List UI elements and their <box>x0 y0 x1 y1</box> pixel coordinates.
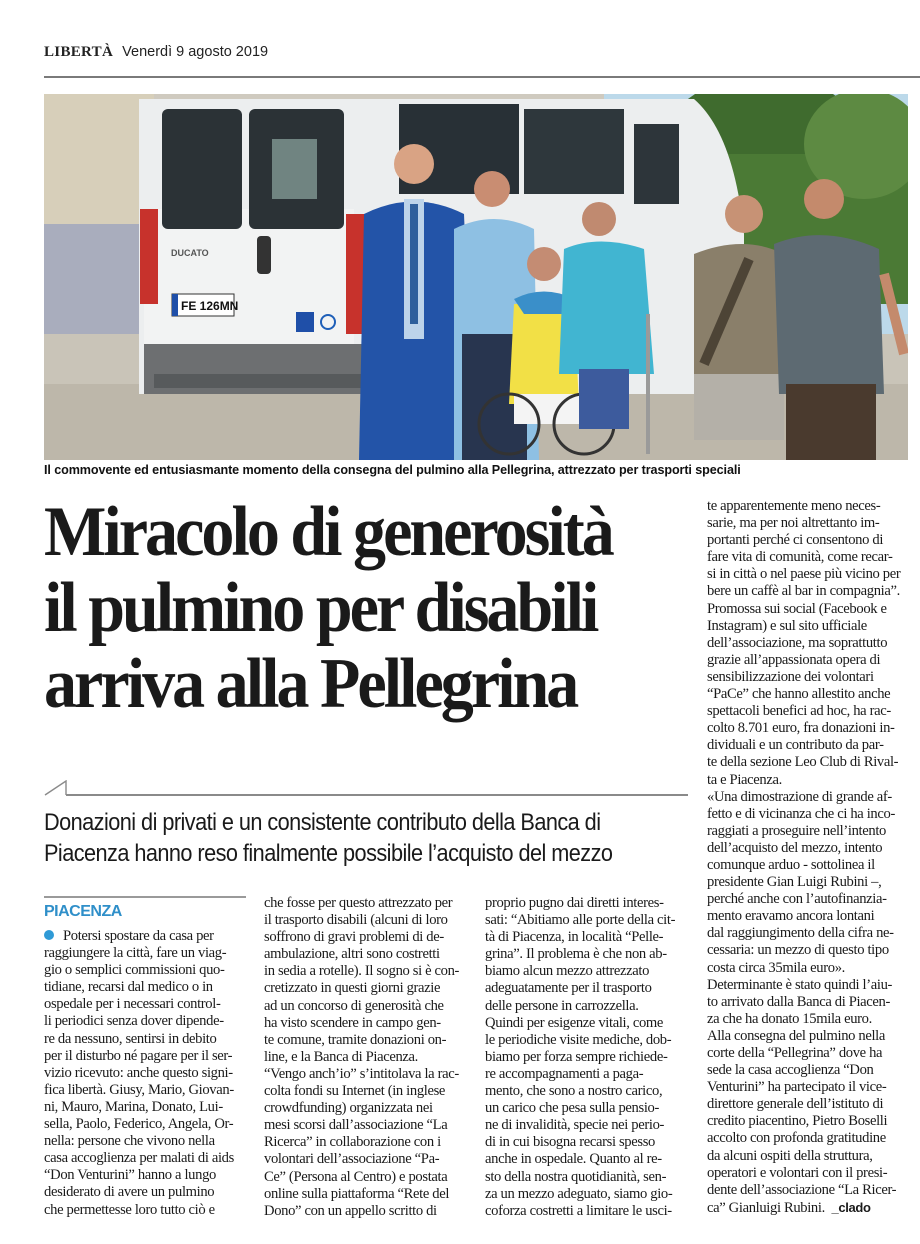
text-line: tà di Piacenza, in località “Pelle- <box>485 929 664 946</box>
article-column-4 <box>707 498 913 1217</box>
text-line: desiderato di avere un pulmino <box>44 1184 215 1201</box>
headline-divider <box>66 794 688 796</box>
text-line: dell’acquisto del mezzo, intento <box>707 839 883 856</box>
headline-line: arriva alla Pellegrina <box>44 645 577 723</box>
text-line: comunque arduo - sottolinea il <box>707 856 875 873</box>
text-line: sede la casa accoglienza “Don <box>707 1062 874 1079</box>
text-line: sarie, ma per noi altrettanto im- <box>707 515 880 532</box>
subheadline <box>44 808 651 870</box>
article-column-3 <box>485 895 691 1220</box>
text-line: Ricerca” in collaborazione con i <box>264 1134 441 1151</box>
text-line: gio o semplici commissioni quo- <box>44 962 225 979</box>
newspaper-name: LIBERTÀ <box>44 44 114 60</box>
text-line: Promossa sui social (Facebook e <box>707 600 887 617</box>
text-line: ne di invalidità, specie nei perio- <box>485 1117 665 1134</box>
kicker-divider <box>44 896 246 898</box>
text-line: vizio ricevuto: anche questo signi- <box>44 1064 233 1081</box>
text-line: raggiungere la città, fare un viag- <box>44 945 227 962</box>
text-line: “PaCe” che hanno allestito anche <box>707 686 891 703</box>
text-line: re da nessuno, sentirsi in debito <box>44 1030 217 1047</box>
header-divider <box>44 76 920 78</box>
text-line: Dono” con un appello scritto di <box>264 1202 437 1219</box>
article-photo <box>44 94 908 460</box>
text-line: fetto e di vicinanza che ci ha inco- <box>707 805 895 822</box>
text-line: te della sezione Leo Club di Rival- <box>707 754 899 771</box>
text-line: ad un concorso di generosità che <box>264 997 444 1014</box>
text-line: ni, Mauro, Marina, Donato, Lui- <box>44 1098 223 1115</box>
text-line: Potersi spostare da casa per <box>44 928 252 945</box>
text-line: dal raggiungimento della cifra ne- <box>707 925 894 942</box>
text-line: il trasporto disabili (alcuni di loro <box>264 912 448 929</box>
text-line: corte della “Pellegrina” dove ha <box>707 1045 883 1061</box>
text-line: Determinante è stato quindi l’aiu- <box>707 976 893 993</box>
license-plate: FE 126MN <box>181 299 239 313</box>
text-line: grazie all’appassionata opera di <box>707 651 881 668</box>
text-line: ta e Piacenza. <box>707 771 782 788</box>
text-line: da alcuni ospiti della struttura, <box>707 1147 873 1164</box>
article-column-2 <box>264 895 470 1220</box>
text-line: che permettesse loro tutto ciò e <box>44 1201 215 1218</box>
text-line: cretizzato in questi giorni grazie <box>264 980 441 997</box>
text-line: fare vita di comunità, come recar- <box>707 549 893 566</box>
text-line: raggiati a proseguire nell’intento <box>707 822 886 839</box>
text-line: costa circa 35mila euro». <box>707 959 845 976</box>
headline-line: il pulmino per disabili <box>44 569 597 647</box>
text-line: operatori e volontari con il presi- <box>707 1164 888 1181</box>
text-line: mesi scorsi dall’associazione “La <box>264 1117 448 1134</box>
text-line: colta fondi su Internet (in inglese <box>264 1083 446 1100</box>
text-line: per il disturbo né pagare per il ser- <box>44 1047 233 1064</box>
text-line: che fosse per questo attrezzato per <box>264 895 453 911</box>
text-line: volontari dell’associazione “Pa- <box>264 1151 440 1168</box>
text-line: ca” Gianluigi Rubini. _clado <box>707 1199 871 1216</box>
subheadline-line: Donazioni di privati e un consistente contributo della Banca di <box>44 810 601 836</box>
text-line: in sedia a rotelle). Il sogno si è con- <box>264 963 460 980</box>
text-line: sati: “Abitiamo alle porte della cit- <box>485 912 676 929</box>
text-line: Ce” (Persona al Centro) e postata <box>264 1168 448 1185</box>
text-line: biamo alcun mezzo attrezzato <box>485 963 650 980</box>
text-line: bere un caffè al bar in compagnia”. <box>707 583 900 600</box>
text-line: Quindi per esigenze vitali, come <box>485 1014 664 1031</box>
text-line: re accompagnamenti a paga- <box>485 1065 644 1082</box>
text-line: accolto con profonda gratitudine <box>707 1130 886 1147</box>
text-line: si in città o nel paese più vicino per <box>707 566 901 583</box>
text-line: li periodici senza dover dipende- <box>44 1013 224 1030</box>
photo-caption: Il commovente ed entusiasmante momento della consegna del pulmino alla Pellegrina, attrezzato per trasporti speciali <box>44 463 741 477</box>
text-line: Instagram) e sul sito ufficiale <box>707 617 867 634</box>
text-line: online sulla piattaforma “Rete del <box>264 1185 450 1202</box>
text-line: dell’associazione, ma soprattutto <box>707 634 888 651</box>
issue-date: Venerdì 9 agosto 2019 <box>122 44 269 60</box>
text-line: cessaria: un mezzo di questo tipo <box>707 942 889 959</box>
text-line: Alla consegna del pulmino nella <box>707 1027 886 1044</box>
text-line: mento, che sono a nostro carico, <box>485 1083 663 1100</box>
text-line: “Don Venturini” hanno a lungo <box>44 1167 216 1184</box>
text-line: biamo per forza sempre richiede- <box>485 1048 668 1065</box>
text-line: za un mezzo adeguato, siamo gio- <box>485 1185 673 1202</box>
text-line: Venturini” ha partecipato il vice- <box>707 1079 887 1096</box>
text-line: un carico che pesa sulla pensio- <box>485 1100 659 1117</box>
text-line: te comune, tramite donazioni on- <box>264 1031 447 1048</box>
location-kicker: PIACENZA <box>44 903 122 920</box>
text-line: za che ha donato 15mila euro. <box>707 1010 872 1027</box>
text-line: di in cui bisogna recarsi spesso <box>485 1134 655 1151</box>
text-line: credito piacentino, Pietro Boselli <box>707 1113 888 1130</box>
text-line: sto della nostra quotidianità, sen- <box>485 1168 667 1185</box>
text-line: anche in ospedale. Quanto al re- <box>485 1151 662 1168</box>
text-line: le periodiche visite mediche, dob- <box>485 1031 672 1048</box>
text-line: delle persone in carrozzella. <box>485 997 639 1014</box>
text-line: proprio pugno dai diretti interes- <box>485 895 664 911</box>
text-line: direttore generale dell’istituto di <box>707 1096 884 1113</box>
text-line: adeguatamente per il trasporto <box>485 980 652 997</box>
text-line: grina”. Il problema è che non ab- <box>485 946 667 963</box>
text-line: crowdfunding) organizzata nei <box>264 1100 433 1117</box>
text-line: ambulazione, altri sono costretti <box>264 946 440 963</box>
text-line: sensibilizzazione dei volontari <box>707 668 874 685</box>
text-line: mento eravamo ancora lontani <box>707 908 875 925</box>
text-line: presidente Gian Luigi Rubini –, <box>707 874 882 891</box>
text-line: sella, Paolo, Federico, Angela, Or- <box>44 1116 234 1133</box>
text-line: ha visto scendere in campo gen- <box>264 1014 441 1031</box>
text-line: fica libertà. Giusy, Mario, Giovan- <box>44 1081 234 1098</box>
text-line: casa accoglienza per malati di aids <box>44 1150 234 1167</box>
text-line: perché anche con l’autofinanzia- <box>707 891 887 908</box>
text-line: “Vengo anch’io” s’intitolava la rac- <box>264 1065 459 1082</box>
article-column-1 <box>44 928 252 1219</box>
text-line: line, e la Banca di Piacenza. <box>264 1048 418 1065</box>
text-line: portanti perché ci consentono di <box>707 532 884 549</box>
text-line: ospedale per i necessari control- <box>44 996 221 1013</box>
text-line: colto 8.701 euro, fra donazioni in- <box>707 720 895 737</box>
text-line: dente dell’associazione “La Ricer- <box>707 1181 897 1198</box>
text-line: te apparentemente meno neces- <box>707 498 881 514</box>
masthead <box>44 44 268 61</box>
text-line: nella: persone che vivono nella <box>44 1133 215 1150</box>
bullet-dot-icon <box>44 930 54 940</box>
text-line: coforza costretti a limitare le usci- <box>485 1202 672 1219</box>
author-signature: _clado <box>831 1199 871 1215</box>
text-line: spettacoli benefici ad hoc, ha rac- <box>707 703 891 720</box>
van-model-badge: DUCATO <box>171 248 209 258</box>
text-line: soffrono di gravi problemi di de- <box>264 929 444 946</box>
text-line: dividuali e un contributo da par- <box>707 737 884 754</box>
headline <box>44 494 658 722</box>
text-line: «Una dimostrazione di grande af- <box>707 788 892 805</box>
subheadline-line: Piacenza hanno reso finalmente possibile l’acquisto del mezzo <box>44 841 613 867</box>
headline-line: Miracolo di generosità <box>44 493 612 571</box>
text-line: to arrivato dalla Banca di Piacen- <box>707 993 891 1010</box>
text-line: tidiane, recarsi dal medico o in <box>44 979 213 996</box>
